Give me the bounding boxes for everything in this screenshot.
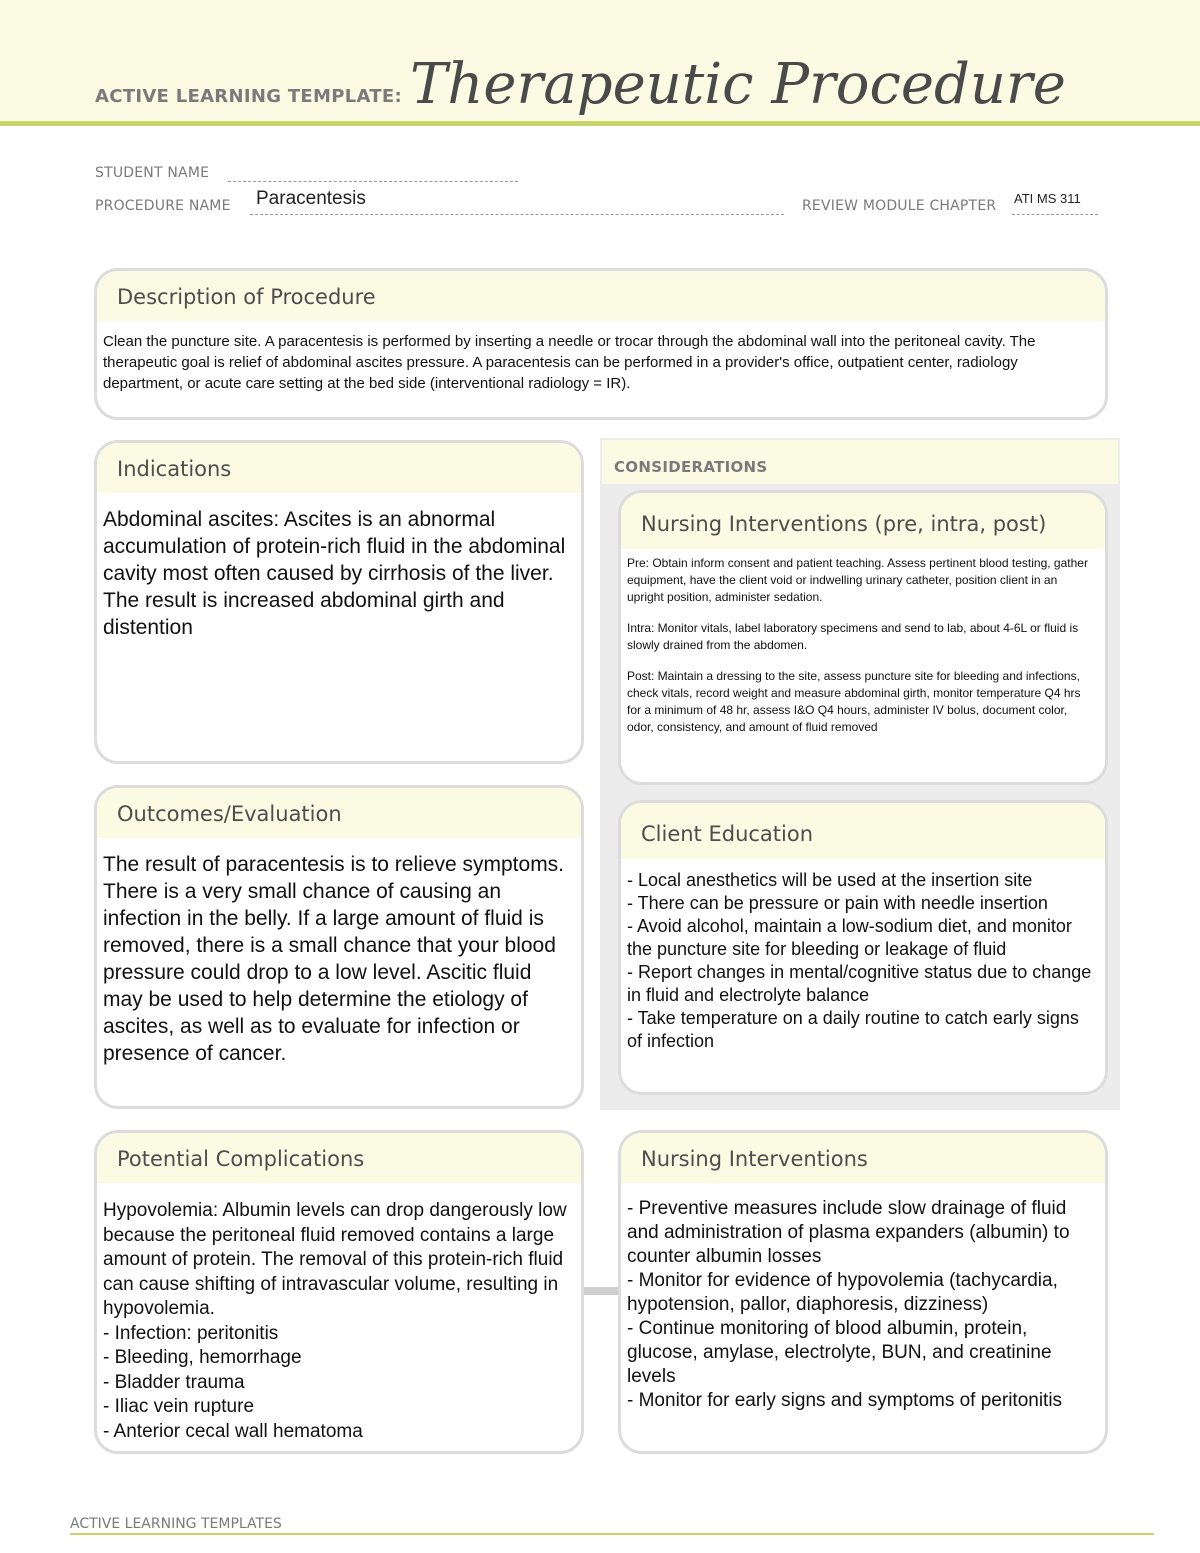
nursing-intervention-item: - Monitor for evidence of hypovolemia (tachycardia, hypotension, pallor, diaphoresis, dizziness): [627, 1270, 1058, 1315]
complication-item: - Bladder trauma: [103, 1371, 245, 1393]
indications-text: Abdominal ascites: Ascites is an abnormal accumulation of protein-rich fluid in the abdominal cavity most often caused by cirrhosis of the liver. The result is increased abdominal girth and distention: [103, 508, 566, 639]
description-text: Clean the puncture site. A paracentesis is performed by inserting a needle or trocar through the abdominal wall into the peritoneal cavity. The therapeutic goal is relief of abdominal ascites pressure. A paracentesis can be performed in a provider's office, outpatient center, radiology department, or acute care setting at the bed side (interventional radiology = IR).: [103, 333, 1036, 392]
complication-item: Hypovolemia: Albumin levels can drop dangerously low because the peritoneal fluid removed contains a large amount of protein. The removal of this protein-rich fluid can cause shifting of intravascular volume, resulting in hypovolemia.: [103, 1200, 567, 1319]
student-name-line: [228, 181, 518, 182]
considerations-label: CONSIDERATIONS: [614, 458, 768, 476]
indications-heading: Indications: [97, 443, 581, 493]
procedure-name-field[interactable]: Paracentesis: [256, 188, 366, 209]
description-heading: Description of Procedure: [97, 271, 1105, 321]
complication-item: - Bleeding, hemorrhage: [103, 1347, 302, 1368]
nursing-pre-intra-post-heading: Nursing Interventions (pre, intra, post): [621, 493, 1105, 549]
review-module-line: [1012, 214, 1098, 215]
nursing-intervention-item: - Continue monitoring of blood albumin, protein, glucose, amylase, electrolyte, BUN, and creatinine levels: [627, 1318, 1052, 1387]
outcomes-text: The result of paracentesis is to relieve symptoms. There is a very small chance of causing an infection in the belly. If a large amount of fluid is removed, there is a small chance that your blood pressure could drop to a low level. Ascitic fluid may be used to help determine the etiology of ascites, as well as to evaluate for infection or presence of cancer.: [103, 853, 565, 1065]
complications-heading: Potential Complications: [97, 1133, 581, 1183]
review-module-field[interactable]: ATI MS 311: [1014, 191, 1081, 206]
procedure-name-line: [250, 214, 784, 215]
outcomes-box: [94, 785, 584, 1109]
nursing-post-text: Post: Maintain a dressing to the site, assess puncture site for bleeding and infections, check vitals, record weight and measure abdominal girth, monitor temperature Q4 hrs for a minimum of 48 hr, assess I&O Q4 hours, administer IV bolus, document color, odor, consistency, and amount of fluid removed: [627, 669, 1081, 734]
page-title: Therapeutic Procedure: [410, 52, 1066, 117]
client-education-heading: Client Education: [621, 803, 1105, 859]
client-education-item: - There can be pressure or pain with needle insertion: [627, 893, 1048, 913]
complication-item: - Infection: peritonitis: [103, 1322, 279, 1344]
client-education-item: - Avoid alcohol, maintain a low-sodium diet, and monitor the puncture site for bleeding or leakage of fluid: [627, 916, 1072, 959]
client-education-item: - Take temperature on a daily routine to catch early signs of infection: [627, 1008, 1079, 1051]
indications-box: [94, 440, 584, 764]
complication-item: - Iliac vein rupture: [103, 1396, 255, 1417]
template-label: ACTIVE LEARNING TEMPLATE:: [95, 86, 402, 107]
nursing-intervention-item: - Monitor for early signs and symptoms of peritonitis: [627, 1390, 1063, 1411]
footer-divider: [70, 1533, 1154, 1535]
client-education-box: [618, 800, 1108, 1095]
review-module-label: REVIEW MODULE CHAPTER: [802, 198, 997, 214]
client-education-item: - Report changes in mental/cognitive status due to change in fluid and electrolyte balance: [627, 962, 1092, 1005]
footer-label: ACTIVE LEARNING TEMPLATES: [70, 1516, 282, 1532]
nursing-pre-intra-post-box: [618, 490, 1108, 785]
student-name-label: STUDENT NAME: [95, 165, 210, 181]
description-box: [94, 268, 1108, 420]
nursing-intra-text: Intra: Monitor vitals, label laboratory specimens and send to lab, about 4-6L or fluid is slowly drained from the abdomen.: [627, 621, 1079, 652]
nursing-interventions-box: [618, 1130, 1108, 1454]
nursing-intervention-item: - Preventive measures include slow drainage of fluid and administration of plasma expanders (albumin) to counter albumin losses: [627, 1198, 1070, 1267]
box-connector: [582, 1287, 622, 1295]
complication-item: - Anterior cecal wall hematoma: [103, 1420, 363, 1442]
complications-box: [94, 1130, 584, 1454]
nursing-pre-text: Pre: Obtain inform consent and patient teaching. Assess pertinent blood testing, gather equipment, have the client void or indwelling urinary catheter, position client in an upright position, administer sedation.: [627, 556, 1088, 604]
header-divider: [0, 121, 1200, 126]
procedure-name-label: PROCEDURE NAME: [95, 198, 231, 214]
client-education-item: - Local anesthetics will be used at the insertion site: [627, 870, 1033, 890]
outcomes-heading: Outcomes/Evaluation: [97, 788, 581, 838]
nursing-interventions-heading: Nursing Interventions: [621, 1133, 1105, 1183]
